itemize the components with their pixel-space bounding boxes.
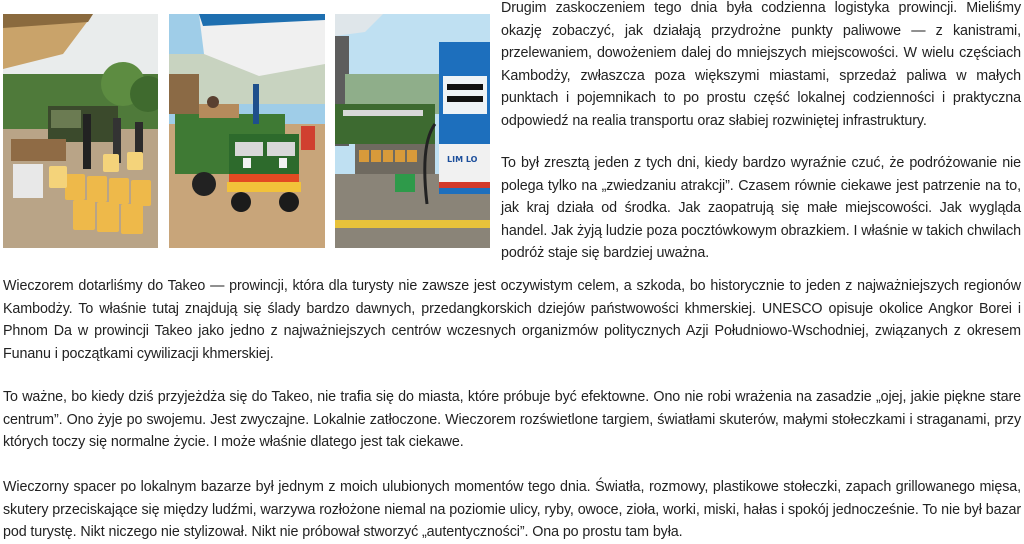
fuel-canisters-photo — [3, 14, 158, 248]
paragraph-takeo-today: To ważne, bo kiedy dziś przyjeżdża się do Takeo, nie trafia się do miasta, które próbuje być efektowne. Ono nie robi wrażenia na zasadzie „ojej, jakie piękne stare centrum”. Ono żyje po swojemu. Jest zwyczajne. Lokalnie zatłoczone. Wieczorem rozświetlone targiem, światłami skuterów, małymi stołeczkami i straganami, przy których toczy się normalne życie. I może właśnie dlatego jest tak ciekawe. — [3, 389, 1021, 451]
paragraph-travel-reflection: To był zresztą jeden z tych dni, kiedy bardzo wyraźnie czuć, że podróżowanie nie polega tylko na „zwiedzaniu atrakcji”. Czasem równie ciekawe jest patrzenie na to, jak kraj działa od środka. Jak zaopatrują się małe miejscowości. Jak wygląda handel. Jak żyją ludzie poza pocztówkowym obrazkiem. I właśnie w takich chwilach podróż staje się bardziej uważna. — [501, 155, 1021, 262]
paragraph-evening-bazaar: Wieczorny spacer po lokalnym bazarze był jednym z moich ulubionych momentów tego dnia. Światła, rozmowy, plastikowe stołeczki, zapach grillowanego mięsa, skutery przeciskające się między ludźmi, warzywa rozłożone niemal na poziomie ulicy, ryby, owoce, zioła, worki, miski, hałas i spokój jednocześnie. To nie był bazar pod turystę. Nikt niczego nie stylizował. Nikt nie próbował stworzyć „autentyczności”. Ona po prostu tam była. — [3, 479, 1021, 541]
pump-brand-label: LIM LO — [447, 155, 478, 164]
fuel-pump-photo — [335, 14, 490, 248]
paragraph-fuel-logistics: Drugim zaskoczeniem tego dnia była codzienna logistyka prowincji. Mieliśmy okazję zobaczyć, jak działają przydrożne punkty paliwowe — z kanistrami, przelewaniem, dowożeniem dalej do mniejszych miejscowości. W wielu częściach Kambodży, zwłaszcza poza większymi miastami, sprzedaż paliwa w małych punktach i pojemnikach to po prostu część lokalnej codzienności i praktyczna odpowiedź na realia transportu oraz słabiej rozwiniętej infrastruktury. — [501, 0, 1021, 129]
green-truck-at-fuel-station-photo — [169, 14, 325, 248]
photo-strip — [3, 14, 490, 248]
paragraph-takeo-history: Wieczorem dotarliśmy do Takeo — prowincji, która dla turysty nie zawsze jest oczywistym celem, a szkoda, bo historycznie to jeden z najważniejszych regionów Kambodży. To właśnie tutaj znajdują się ślady bardzo dawnych, przedangkorskich dziejów państwowości khmerskiej. UNESCO opisuje okolice Angkor Borei i Phnom Da w prowincji Takeo jako jedno z najważniejszych centrów wczesnych organizmów politycznych Azji Południowo-Wschodniej, związanych z okresem Funanu i początkami cywilizacji khmerskiej. — [3, 278, 1021, 362]
